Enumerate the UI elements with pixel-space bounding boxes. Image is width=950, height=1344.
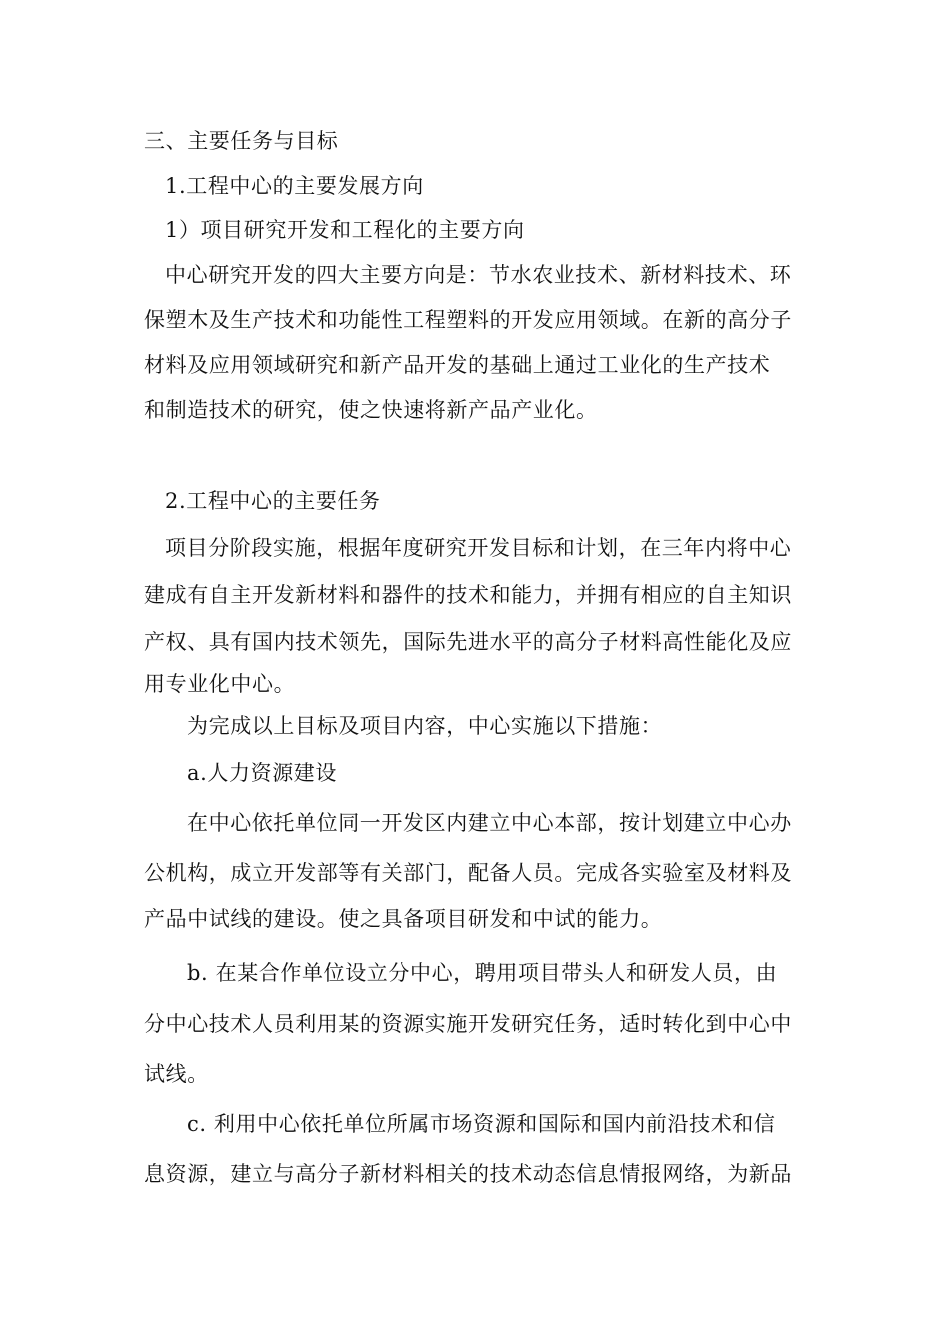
- measure-a-heading: a.人力资源建设: [187, 761, 337, 785]
- paragraph-line: 项目分阶段实施，根据年度研究开发目标和计划，在三年内将中心: [165, 536, 792, 560]
- paragraph-line: 产品中试线的建设。使之具备项目研发和中试的能力。: [144, 907, 663, 931]
- paragraph-line: 保塑木及生产技术和功能性工程塑料的开发应用领域。在新的高分子: [144, 308, 792, 332]
- paragraph-line: 试线。: [144, 1062, 209, 1086]
- subsection-heading-1-1: 1）项目研究开发和工程化的主要方向: [165, 218, 525, 242]
- measures-intro: 为完成以上目标及项目内容，中心实施以下措施：: [187, 714, 663, 738]
- paragraph-line: 用专业化中心。: [144, 672, 296, 696]
- paragraph-line: 公机构，成立开发部等有关部门，配备人员。完成各实验室及材料及: [144, 861, 792, 885]
- paragraph-line: 息资源，建立与高分子新材料相关的技术动态信息情报网络，为新品: [144, 1162, 792, 1186]
- paragraph-line: 建成有自主开发新材料和器件的技术和能力，并拥有相应的自主知识: [144, 583, 792, 607]
- subsection-heading-1: 1.工程中心的主要发展方向: [165, 174, 424, 198]
- subsection-heading-2: 2.工程中心的主要任务: [165, 489, 381, 513]
- paragraph-line: b. 在某合作单位设立分中心，聘用项目带头人和研发人员，由: [187, 961, 778, 985]
- paragraph-line: 和制造技术的研究，使之快速将新产品产业化。: [144, 398, 598, 422]
- section-heading: 三、主要任务与目标: [144, 129, 339, 153]
- paragraph-line: c. 利用中心依托单位所属市场资源和国际和国内前沿技术和信: [187, 1112, 776, 1136]
- paragraph-line: 在中心依托单位同一开发区内建立中心本部，按计划建立中心办: [187, 811, 792, 835]
- paragraph-line: 产权、具有国内技术领先，国际先进水平的高分子材料高性能化及应: [144, 630, 792, 654]
- paragraph-line: 材料及应用领域研究和新产品开发的基础上通过工业化的生产技术: [144, 353, 771, 377]
- paragraph-line: 中心研究开发的四大主要方向是：节水农业技术、新材料技术、环: [165, 263, 792, 287]
- paragraph-line: 分中心技术人员利用某的资源实施开发研究任务，适时转化到中心中: [144, 1012, 792, 1036]
